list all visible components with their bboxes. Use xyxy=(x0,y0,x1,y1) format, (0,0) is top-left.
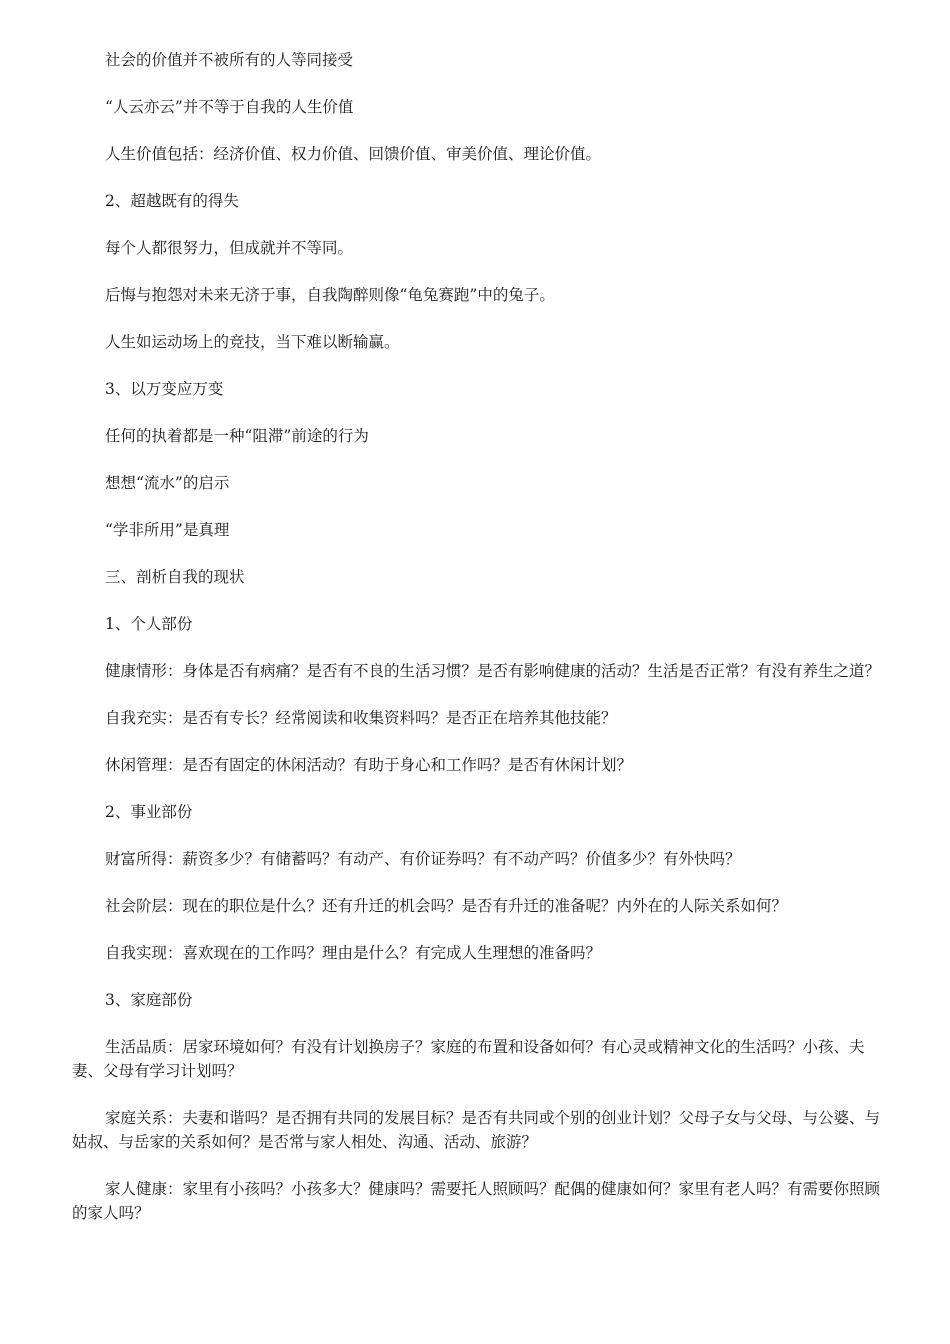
section-heading: 3、家庭部份 xyxy=(105,991,193,1009)
section-heading: 2、超越既有的得失 xyxy=(105,192,239,210)
paragraph: 人生如运动场上的竞技，当下难以断输赢。 xyxy=(105,333,400,351)
paragraph: 每个人都很努力，但成就并不等同。 xyxy=(105,239,354,257)
section-heading: 1、个人部份 xyxy=(105,615,193,633)
paragraph: 任何的执着都是一种“阻滞”前途的行为 xyxy=(105,427,369,445)
paragraph: 自我实现：喜欢现在的工作吗？理由是什么？有完成人生理想的准备吗？ xyxy=(105,944,602,962)
paragraph: “学非所用”是真理 xyxy=(105,521,230,539)
paragraph: 后悔与抱怨对未来无济于事，自我陶醉则像“龟兔赛跑”中的兔子。 xyxy=(105,286,555,304)
paragraph: 生活品质：居家环境如何？有没有计划换房子？家庭的布置和设备如何？有心灵或精神文化的生活吗？小孩、夫妻、父母有学习计划吗？ xyxy=(72,1038,865,1080)
paragraph: 家庭关系：夫妻和谐吗？是否拥有共同的发展目标？是否有共同或个别的创业计划？父母子女与父母、与公婆、与姑叔、与岳家的关系如何？是否常与家人相处、沟通、活动、旅游？ xyxy=(72,1109,881,1151)
paragraph: 健康情形：身体是否有病痛？是否有不良的生活习惯？是否有影响健康的活动？生活是否正常？有没有养生之道？ xyxy=(105,662,881,680)
section-heading: 2、事业部份 xyxy=(105,803,193,821)
paragraph: 想想“流水”的启示 xyxy=(105,474,230,492)
document-page xyxy=(72,48,880,1248)
paragraph: 社会阶层：现在的职位是什么？还有升迁的机会吗？是否有升迁的准备呢？内外在的人际关系如何？ xyxy=(105,897,788,915)
paragraph: 休闲管理：是否有固定的休闲活动？有助于身心和工作吗？是否有休闲计划？ xyxy=(105,756,633,774)
paragraph: 财富所得：薪资多少？有储蓄吗？有动产、有价证券吗？有不动产吗？价值多少？有外快吗？ xyxy=(105,850,741,868)
paragraph: 社会的价值并不被所有的人等同接受 xyxy=(105,51,354,69)
paragraph: “人云亦云”并不等于自我的人生价值 xyxy=(105,98,354,116)
paragraph: 自我充实：是否有专长？经常阅读和收集资料吗？是否正在培养其他技能？ xyxy=(105,709,617,727)
paragraph: 家人健康：家里有小孩吗？小孩多大？健康吗？需要托人照顾吗？配偶的健康如何？家里有老人吗？有需要你照顾的家人吗？ xyxy=(72,1180,881,1222)
chapter-heading: 三、剖析自我的现状 xyxy=(105,568,245,586)
section-heading: 3、以万变应万变 xyxy=(105,380,224,398)
paragraph: 人生价值包括：经济价值、权力价值、回馈价值、审美价值、理论价值。 xyxy=(105,145,602,163)
